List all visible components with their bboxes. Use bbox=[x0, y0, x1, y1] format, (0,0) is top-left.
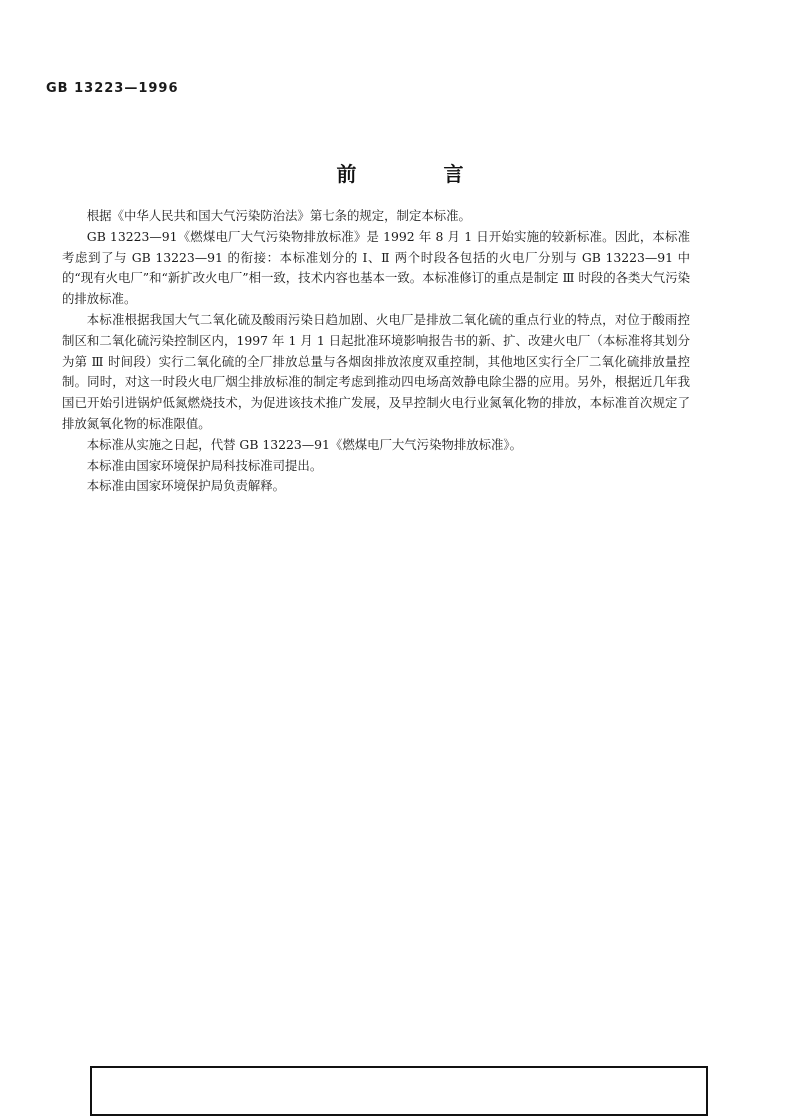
paragraph-replacement: 本标准从实施之日起，代替 GB 13223—91《燃煤电厂大气污染物排放标准》。 bbox=[86, 436, 522, 452]
paragraph-interpreter: 本标准由国家环境保护局负责解释。 bbox=[86, 478, 286, 494]
paragraph-key-revisions: 本标准根据我国大气二氧化硫及酸雨污染日趋加剧、火电厂是排放二氧化硫的重点行业的特点，对位于酸雨控制区和二氧化硫污染控制区内，1997 年 1 月 1 日起批准环境影响报告书的新、扩、改建火电厂（本标准将其划分为第 Ⅲ 时间段）实行二氧化硫的全厂排放总量与各烟囱排放浓度双重控制，其他地区实行全厂二氧化硫排放量控制。同时，对这一时段火电厂烟尘排放标准的制定考虑到推动四电场高效静电除尘器的应用。另外，根据近几年我国已开始引进锅炉低氮燃烧技术，为促进该技术推广发展，及早控制火电行业氮氧化物的排放，本标准首次规定了排放氮氧化物的标准限值。 bbox=[62, 311, 690, 431]
paragraph-proposer: 本标准由国家环境保护局科技标准司提出。 bbox=[86, 457, 323, 473]
page-title: 前 言 bbox=[336, 162, 504, 186]
paragraph-previous-standard: GB 13223—91《燃煤电厂大气污染物排放标准》是 1992 年 8 月 1 日开始实施的较新标准。因此，本标准考虑到了与 GB 13223—91 的衔接：本标准划分的 Ⅰ、Ⅱ 两个时段各包括的火电厂分别与 GB 13223—91 中的“现有火电厂”和“新扩改火电厂”相一致，技术内容也基本一致。本标准修订的重点是制定 Ⅲ 时段的各类大气污染的排放标准。 bbox=[62, 228, 690, 307]
foreword-body bbox=[62, 206, 690, 497]
standard-code: GB 13223—1996 bbox=[46, 81, 179, 96]
bottom-frame-border bbox=[90, 1066, 708, 1116]
paragraph-legal-basis: 根据《中华人民共和国大气污染防治法》第七条的规定，制定本标准。 bbox=[86, 208, 471, 223]
